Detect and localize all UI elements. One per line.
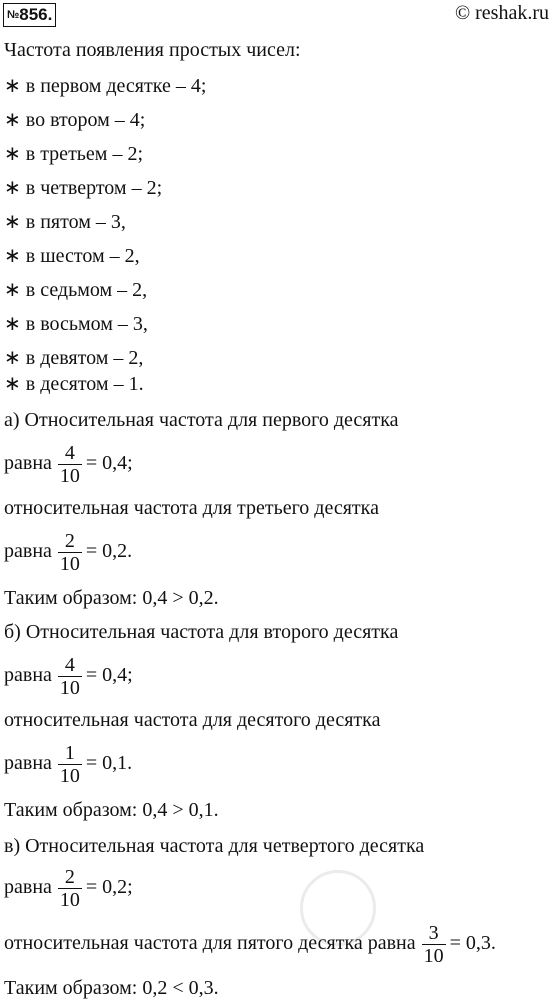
numerator: 4 — [58, 654, 82, 677]
list-item: ∗ в седьмом – 2, — [4, 279, 148, 301]
list-item: ∗ в третьем – 2; — [4, 143, 144, 165]
fraction — [58, 866, 82, 911]
part-b-equation-1 — [4, 650, 133, 700]
part-c-text-2: относительная частота для пятого десятка равна — [4, 932, 416, 954]
part-a-title: а) Относительная частота для первого десятка — [4, 409, 399, 431]
part-b-text-2: относительная частота для десятого десятка — [4, 709, 381, 731]
part-a-conclusion: Таким образом: 0,4 > 0,2. — [4, 587, 219, 609]
denominator: 10 — [59, 676, 80, 699]
equation-result: = 0,1. — [85, 752, 133, 774]
numerator: 4 — [58, 442, 82, 465]
numerator: 1 — [58, 742, 82, 765]
equation-result: = 0,4; — [85, 664, 133, 686]
fraction — [58, 654, 82, 699]
equation-result: = 0,2. — [85, 540, 133, 562]
part-a-text-2: относительная частота для третьего десятка — [4, 497, 379, 519]
denominator: 10 — [59, 552, 80, 575]
problem-number: 856. — [19, 5, 53, 24]
part-b-equation-2 — [4, 738, 132, 788]
part-c-equation-1 — [4, 862, 133, 912]
list-item: ∗ во втором – 4; — [4, 109, 146, 131]
watermark-seal-icon — [300, 870, 376, 946]
fraction — [58, 530, 82, 575]
part-b-conclusion: Таким образом: 0,4 > 0,1. — [4, 799, 219, 821]
number-sign: № — [7, 9, 20, 21]
problem-number-badge — [3, 3, 56, 27]
part-c-text-and-equation-2 — [4, 918, 496, 968]
list-item: ∗ в девятом – 2, — [4, 347, 144, 369]
equation-prefix: равна — [4, 452, 52, 474]
equation-result: = 0,3. — [449, 932, 496, 954]
site-watermark-text: © reshak.ru — [454, 2, 549, 24]
denominator: 10 — [59, 888, 80, 911]
numerator: 2 — [58, 530, 82, 553]
equation-prefix: равна — [4, 752, 52, 774]
intro-text: Частота появления простых чисел: — [4, 39, 301, 61]
denominator: 10 — [59, 464, 80, 487]
denominator: 10 — [59, 764, 80, 787]
list-item: ∗ в шестом – 2, — [4, 245, 140, 267]
part-c-title: в) Относительная частота для четвертого десятка — [4, 835, 425, 857]
fraction — [58, 442, 82, 487]
part-a-equation-2 — [4, 526, 132, 576]
equation-result: = 0,4; — [85, 452, 133, 474]
equation-result: = 0,2; — [85, 876, 133, 898]
equation-prefix: равна — [4, 664, 52, 686]
equation-prefix: равна — [4, 876, 52, 898]
part-b-title: б) Относительная частота для второго десятка — [4, 621, 399, 643]
list-item: ∗ в восьмом – 3, — [4, 313, 148, 335]
list-item: ∗ в пятом – 3, — [4, 211, 126, 233]
list-item: ∗ в первом десятке – 4; — [4, 75, 207, 97]
equation-prefix: равна — [4, 540, 52, 562]
numerator: 3 — [422, 922, 446, 945]
numerator: 2 — [58, 866, 82, 889]
fraction — [422, 922, 446, 967]
list-item: ∗ в десятом – 1. — [4, 373, 144, 395]
fraction — [58, 742, 82, 787]
denominator: 10 — [423, 944, 444, 967]
list-item: ∗ в четвертом – 2; — [4, 177, 163, 199]
part-a-equation-1 — [4, 438, 133, 488]
part-c-conclusion: Таким образом: 0,2 < 0,3. — [4, 977, 219, 999]
